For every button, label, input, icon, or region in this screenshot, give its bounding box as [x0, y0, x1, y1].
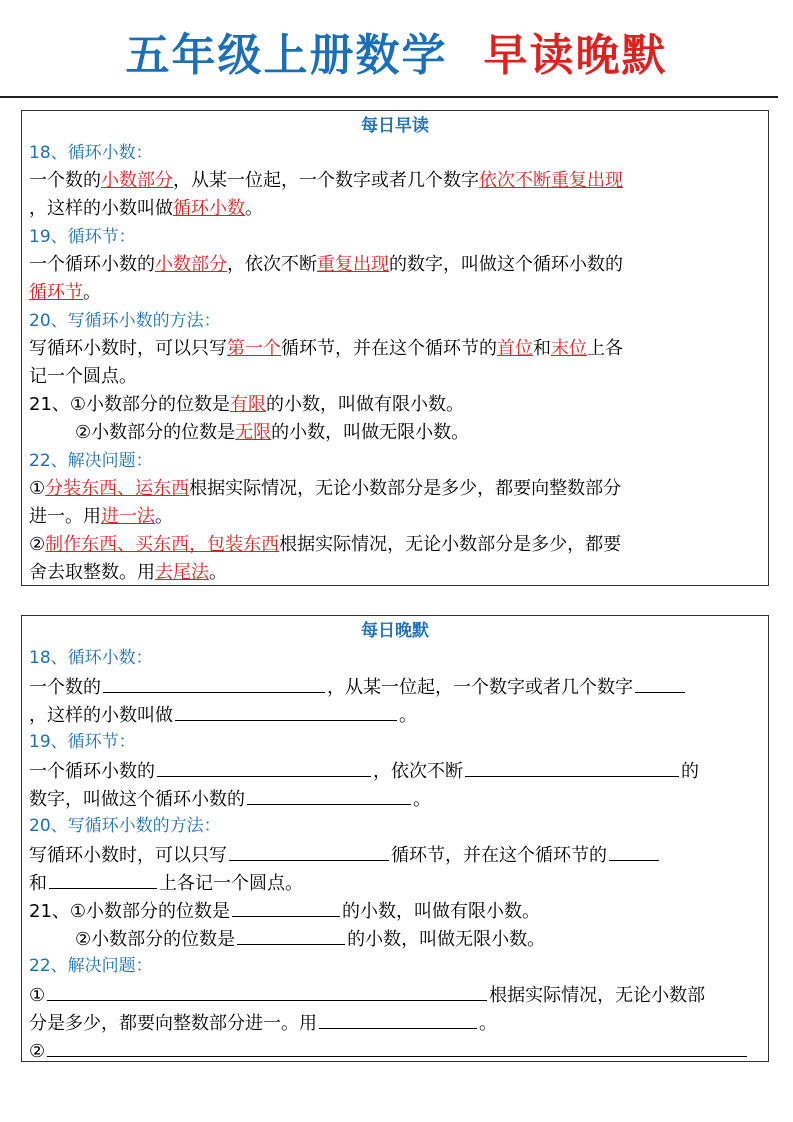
text: 。	[245, 198, 263, 219]
text: ，这样的小数叫做	[29, 198, 173, 219]
e22-line3	[29, 1036, 761, 1064]
key-term: 无限	[235, 422, 272, 443]
fill-blank[interactable]	[47, 980, 487, 1001]
m19-head: 19、循环节：	[29, 227, 136, 247]
text: 的小数，叫做无限小数。	[271, 422, 470, 443]
text: ，依次不断	[227, 254, 317, 275]
fill-blank[interactable]	[609, 840, 659, 861]
text: 21、①小数部分的位数是	[29, 901, 231, 922]
key-term: 第一个	[227, 338, 281, 359]
text: 根据实际情况，无论小数部分是多少，都要	[279, 534, 622, 555]
text: 。	[413, 789, 431, 810]
e22-line1	[29, 980, 761, 1008]
e20-line1	[29, 840, 761, 868]
fill-blank[interactable]	[319, 1008, 477, 1029]
m20-line2: 记一个圆点。	[29, 366, 137, 387]
e22-head: 22、解决问题：	[29, 956, 153, 976]
e19-line2	[29, 784, 761, 812]
text: 的数字，叫做这个循环小数的	[389, 254, 623, 275]
key-term: 小数部分	[101, 170, 173, 191]
e21-line2	[29, 924, 761, 952]
evening-heading: 每日晚默	[361, 621, 429, 641]
key-term: 分装东西、运东西	[45, 478, 190, 499]
key-term: 进一法	[101, 506, 155, 527]
e18-line2	[29, 700, 761, 728]
text: 的小数，叫做无限小数。	[347, 929, 546, 950]
key-term: 有限	[230, 394, 267, 415]
text: 进一。用	[29, 506, 101, 527]
text: 根据实际情况，无论小数部分是多少，都要向整数部分	[189, 478, 622, 499]
fill-blank[interactable]	[465, 756, 679, 777]
m22-line1	[29, 475, 761, 503]
text: 。	[83, 282, 101, 303]
text: ，从某一位起，一个数字或者几个数字	[173, 170, 479, 191]
morning-heading: 每日早读	[361, 116, 429, 136]
fill-blank[interactable]	[229, 840, 389, 861]
e21-line1	[29, 896, 761, 924]
text: 的	[681, 761, 699, 782]
key-term: 重复出现	[317, 254, 389, 275]
text: 一个数的	[29, 170, 101, 191]
text: ①	[29, 985, 46, 1006]
e20-line2	[29, 868, 761, 896]
text: 根据实际情况，无论小数部	[489, 985, 706, 1006]
text: 。	[479, 1013, 497, 1034]
text: 21、①小数部分的位数是	[29, 394, 231, 415]
key-term: 循环小数	[173, 198, 245, 219]
morning-reading-box	[21, 110, 769, 586]
fill-blank[interactable]	[47, 1036, 747, 1057]
m22-head: 22、解决问题：	[29, 451, 153, 471]
text: 上各记一个圆点。	[159, 873, 303, 894]
fill-blank[interactable]	[103, 672, 325, 693]
text: ②小数部分的位数是	[75, 929, 236, 950]
text: 和	[29, 873, 47, 894]
key-term: 首位	[497, 338, 533, 359]
text: 写循环小数时，可以只写	[29, 845, 227, 866]
text: 。	[209, 562, 227, 583]
m22-line2	[29, 503, 761, 531]
text: ，依次不断	[373, 761, 463, 782]
m22-line4	[29, 559, 761, 587]
text: 数字，叫做这个循环小数的	[29, 789, 245, 810]
e20-head: 20、写循环小数的方法：	[29, 816, 221, 836]
fill-blank[interactable]	[49, 868, 157, 889]
text: 一个数的	[29, 677, 101, 698]
e18-line1	[29, 672, 761, 700]
m20-line1	[29, 335, 761, 363]
text: 的小数，叫做有限小数。	[266, 394, 465, 415]
m21-line1	[29, 391, 761, 419]
text: 上各	[587, 338, 623, 359]
text: ②	[29, 1041, 46, 1062]
m18-line2	[29, 195, 761, 223]
key-term: 循环节	[29, 282, 83, 303]
title-grade-math: 五年级上册数学	[125, 30, 448, 81]
text: 循环节，并在这个循环节的	[391, 845, 607, 866]
text: 的小数，叫做有限小数。	[342, 901, 541, 922]
m22-line3	[29, 531, 761, 559]
fill-blank[interactable]	[232, 896, 340, 917]
text: 和	[533, 338, 551, 359]
text: ，这样的小数叫做	[29, 705, 173, 726]
title-morning-evening: 早读晚默	[483, 30, 668, 81]
e19-line1	[29, 756, 761, 784]
key-term: 制作东西、买东西，包装东西	[45, 534, 280, 555]
fill-blank[interactable]	[157, 756, 371, 777]
e19-head: 19、循环节：	[29, 732, 136, 752]
m20-head: 20、写循环小数的方法：	[29, 311, 221, 331]
m19-line1	[29, 251, 761, 279]
text: 一个循环小数的	[29, 254, 155, 275]
title-divider	[0, 96, 778, 98]
evening-dictation-box	[21, 615, 769, 1062]
fill-blank[interactable]	[237, 924, 345, 945]
m18-head: 18、循环小数：	[29, 143, 153, 163]
page-title	[0, 26, 793, 86]
m19-line2	[29, 279, 761, 307]
m21-line2	[29, 419, 761, 447]
text: 一个循环小数的	[29, 761, 155, 782]
text: ②	[29, 534, 46, 555]
key-term: 去尾法	[155, 562, 209, 583]
text: ，从某一位起，一个数字或者几个数字	[327, 677, 633, 698]
key-term: 小数部分	[155, 254, 227, 275]
text: 写循环小数时，可以只写	[29, 338, 227, 359]
e18-head: 18、循环小数：	[29, 648, 153, 668]
m18-line1	[29, 167, 761, 195]
fill-blank[interactable]	[247, 784, 411, 805]
text: 分是多少，都要向整数部分进一。用	[29, 1013, 317, 1034]
fill-blank[interactable]	[635, 672, 685, 693]
text: 。	[399, 705, 417, 726]
text: ②小数部分的位数是	[75, 422, 236, 443]
text: 。	[155, 506, 173, 527]
text: ①	[29, 478, 46, 499]
key-term: 依次不断重复出现	[479, 170, 623, 191]
text: 循环节，并在这个循环节的	[281, 338, 497, 359]
text: 舍去取整数。用	[29, 562, 155, 583]
key-term: 末位	[551, 338, 587, 359]
fill-blank[interactable]	[175, 700, 397, 721]
e22-line2	[29, 1008, 761, 1036]
